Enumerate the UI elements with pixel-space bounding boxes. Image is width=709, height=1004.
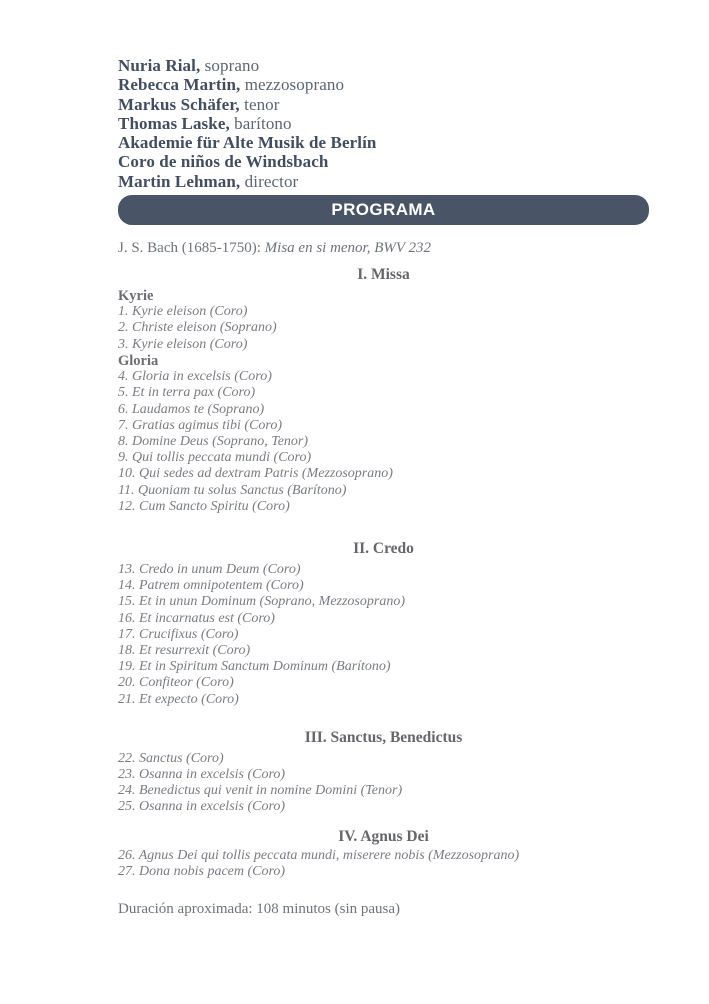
section-heading: II. Credo [353, 539, 414, 557]
program-item: 20. Confiteor (Coro) [118, 675, 234, 691]
program-item: 27. Dona nobis pacem (Coro) [118, 863, 286, 879]
programa-banner-label: PROGRAMA [331, 200, 436, 220]
performer-role: barítono [229, 113, 292, 133]
performer-name: Thomas Laske, [118, 113, 230, 133]
section-heading: III. Sanctus, Benedictus [304, 728, 463, 746]
program-item: 10. Qui sedes ad dextram Patris (Mezzosoprano) [118, 466, 393, 482]
section-heading: IV. Agnus Dei [338, 827, 429, 845]
content-column [118, 0, 649, 918]
program-item: 5. Et in terra pax (Coro) [118, 385, 256, 401]
work-composer: J. S. Bach (1685-1750): [118, 240, 261, 257]
performer-role: tenor [239, 94, 280, 114]
performer-role: mezzosoprano [240, 75, 345, 95]
performer-name: Martin Lehman, [118, 171, 241, 191]
performer-role: director [240, 171, 299, 191]
program-item: 26. Agnus Dei qui tollis peccata mundi, miserere nobis (Mezzosoprano) [118, 847, 520, 863]
program-item: 11. Quoniam tu solus Sanctus (Barítono) [118, 482, 347, 498]
program-item: 25. Osanna in excelsis (Coro) [118, 799, 286, 815]
performer-list [118, 0, 649, 191]
duration-note: Duración aproximada: 108 minutos (sin pausa) [118, 900, 401, 917]
performer-name: Akademie für Alte Musik de Berlín [118, 133, 377, 153]
performer-line [118, 152, 649, 171]
performer-line [118, 56, 649, 75]
program-item: 7. Gratias agimus tibi (Coro) [118, 417, 282, 433]
performer-name: Nuria Rial, [118, 56, 201, 75]
performer-line [118, 133, 649, 152]
program-item: 22. Sanctus (Coro) [118, 750, 224, 766]
program-item: 4. Gloria in excelsis (Coro) [118, 369, 272, 385]
program-item: 16. Et incarnatus est (Coro) [118, 610, 275, 626]
program-item: 17. Crucifixus (Coro) [118, 626, 239, 642]
program-item: 19. Et in Spiritum Sanctum Dominum (Barítono) [118, 659, 391, 675]
performer-name: Coro de niños de Windsbach [118, 152, 329, 172]
program-item: 2. Christe eleison (Soprano) [118, 320, 277, 336]
performer-line [118, 172, 649, 191]
programa-banner [118, 195, 649, 225]
work-title: Misa en si menor, BWV 232 [264, 240, 432, 257]
program-item: 18. Et resurrexit (Coro) [118, 642, 251, 658]
program-item: 9. Qui tollis peccata mundi (Coro) [118, 450, 312, 466]
program-item: 1. Kyrie eleison (Coro) [118, 304, 248, 320]
performer-role: soprano [200, 56, 260, 75]
program-item: 24. Benedictus qui venit in nomine Domini (Tenor) [118, 783, 403, 799]
section-heading: I. Missa [357, 266, 410, 284]
performer-line [118, 75, 649, 94]
program-item: 3. Kyrie eleison (Coro) [118, 336, 248, 352]
performer-line [118, 114, 649, 133]
program-item: 12. Cum Sancto Spiritu (Coro) [118, 498, 290, 514]
program-item: 13. Credo in unum Deum (Coro) [118, 561, 301, 577]
program-item: 21. Et expecto (Coro) [118, 691, 239, 707]
performer-line [118, 95, 649, 114]
movement-group-label: Gloria [118, 352, 159, 369]
performer-name: Rebecca Martin, [118, 75, 241, 95]
sections-container [118, 266, 649, 880]
program-item: 15. Et in unun Dominum (Soprano, Mezzosoprano) [118, 594, 405, 610]
program-item: 8. Domine Deus (Soprano, Tenor) [118, 433, 309, 449]
program-item: 23. Osanna in excelsis (Coro) [118, 766, 286, 782]
movement-group-label: Kyrie [118, 288, 154, 305]
work-line [118, 240, 649, 257]
program-item: 14. Patrem omnipotentem (Coro) [118, 578, 304, 594]
program-item: 6. Laudamos te (Soprano) [118, 401, 265, 417]
performer-name: Markus Schäfer, [118, 94, 240, 114]
